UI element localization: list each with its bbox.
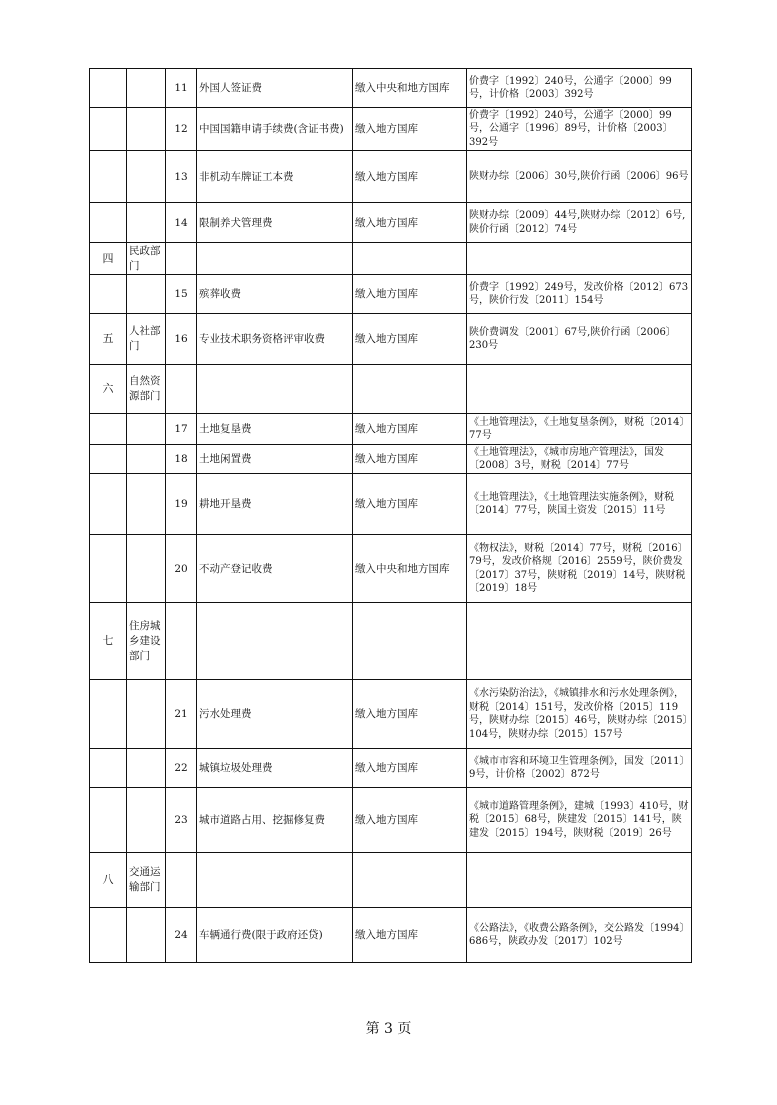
section-number-cell bbox=[90, 414, 127, 445]
section-number-cell bbox=[90, 474, 127, 535]
section-number-cell bbox=[90, 445, 127, 474]
item-number-cell: 17 bbox=[166, 414, 197, 445]
section-number-cell bbox=[90, 680, 127, 749]
item-number-cell bbox=[166, 365, 197, 414]
department-cell bbox=[127, 535, 166, 603]
section-number-cell: 八 bbox=[90, 853, 127, 908]
fee-name-cell: 不动产登记收费 bbox=[197, 535, 353, 603]
fund-destination-cell: 缴入地方国库 bbox=[353, 108, 467, 151]
department-cell bbox=[127, 275, 166, 314]
fee-name-cell: 非机动车牌证工本费 bbox=[197, 151, 353, 203]
policy-basis-cell: 《城市市容和环境卫生管理条例》，国发〔2011〕9号，计价格〔2002〕872号 bbox=[467, 749, 692, 788]
fund-destination-cell: 缴入地方国库 bbox=[353, 749, 467, 788]
fund-destination-cell: 缴入地方国库 bbox=[353, 680, 467, 749]
department-cell: 自然资源部门 bbox=[127, 365, 166, 414]
department-cell bbox=[127, 749, 166, 788]
fund-destination-cell: 缴入地方国库 bbox=[353, 788, 467, 853]
item-number-cell bbox=[166, 243, 197, 275]
table-row bbox=[90, 853, 692, 908]
policy-basis-cell: 陕价费调发〔2001〕67号,陕价行函〔2006〕230号 bbox=[467, 314, 692, 365]
fund-destination-cell: 缴入地方国库 bbox=[353, 275, 467, 314]
department-cell bbox=[127, 203, 166, 243]
policy-basis-cell bbox=[467, 603, 692, 680]
policy-basis-cell: 《土地管理法》，《土地复垦条例》，财税〔2014〕77号 bbox=[467, 414, 692, 445]
fund-destination-cell: 缴入地方国库 bbox=[353, 474, 467, 535]
policy-basis-cell: 《城市道路管理条例》，建城〔1993〕410号，财税〔2015〕68号，陕建发〔2015〕141号，陕建发〔2015〕194号，陕财税〔2019〕26号 bbox=[467, 788, 692, 853]
table-row bbox=[90, 445, 692, 474]
fund-destination-cell bbox=[353, 365, 467, 414]
policy-basis-cell: 《土地管理法》，《城市房地产管理法》，国发〔2008〕3号，财税〔2014〕77号 bbox=[467, 445, 692, 474]
fund-destination-cell: 缴入地方国库 bbox=[353, 414, 467, 445]
fund-destination-cell: 缴入中央和地方国库 bbox=[353, 535, 467, 603]
item-number-cell: 15 bbox=[166, 275, 197, 314]
policy-basis-cell: 价费字〔1992〕240号，公通字〔2000〕99号，公通字〔1996〕89号，计价格〔2003〕392号 bbox=[467, 108, 692, 151]
fee-name-cell: 耕地开垦费 bbox=[197, 474, 353, 535]
section-number-cell bbox=[90, 908, 127, 963]
fee-name-cell: 中国国籍申请手续费(含证书费) bbox=[197, 108, 353, 151]
page-number: 第 3 页 bbox=[365, 1021, 412, 1037]
fee-name-cell bbox=[197, 365, 353, 414]
table-row bbox=[90, 474, 692, 535]
section-number-cell bbox=[90, 275, 127, 314]
table-row bbox=[90, 535, 692, 603]
item-number-cell: 14 bbox=[166, 203, 197, 243]
fund-destination-cell: 缴入地方国库 bbox=[353, 151, 467, 203]
table-row bbox=[90, 414, 692, 445]
item-number-cell: 16 bbox=[166, 314, 197, 365]
policy-basis-cell: 《公路法》，《收费公路条例》，交公路发〔1994〕686号，陕政办发〔2017〕102号 bbox=[467, 908, 692, 963]
department-cell bbox=[127, 474, 166, 535]
fund-destination-cell: 缴入地方国库 bbox=[353, 908, 467, 963]
table-row bbox=[90, 680, 692, 749]
department-cell: 民政部门 bbox=[127, 243, 166, 275]
item-number-cell: 13 bbox=[166, 151, 197, 203]
fee-name-cell bbox=[197, 603, 353, 680]
item-number-cell bbox=[166, 853, 197, 908]
fee-name-cell: 限制养犬管理费 bbox=[197, 203, 353, 243]
department-cell: 人社部门 bbox=[127, 314, 166, 365]
policy-basis-cell: 《水污染防治法》，《城镇排水和污水处理条例》，财税〔2014〕151号，发改价格〔2015〕119号，陕财办综〔2015〕46号，陕财办综〔2015〕104号，陕财办综〔2015〕157号 bbox=[467, 680, 692, 749]
section-number-cell bbox=[90, 108, 127, 151]
fund-destination-cell bbox=[353, 603, 467, 680]
section-number-cell: 七 bbox=[90, 603, 127, 680]
section-number-cell bbox=[90, 203, 127, 243]
department-cell bbox=[127, 108, 166, 151]
policy-basis-cell: 《物权法》，财税〔2014〕77号，财税〔2016〕79号，发改价格规〔2016〕2559号，陕价费发〔2017〕37号，陕财税〔2019〕14号，陕财税〔2019〕18号 bbox=[467, 535, 692, 603]
item-number-cell bbox=[166, 603, 197, 680]
section-number-cell bbox=[90, 535, 127, 603]
table-row bbox=[90, 365, 692, 414]
section-number-cell: 四 bbox=[90, 243, 127, 275]
item-number-cell: 20 bbox=[166, 535, 197, 603]
item-number-cell: 23 bbox=[166, 788, 197, 853]
policy-basis-cell: 陕财办综〔2009〕44号,陕财办综〔2012〕6号,陕价行函〔2012〕74号 bbox=[467, 203, 692, 243]
table-row bbox=[90, 108, 692, 151]
table-row bbox=[90, 749, 692, 788]
fee-name-cell: 城市道路占用、挖掘修复费 bbox=[197, 788, 353, 853]
section-number-cell bbox=[90, 151, 127, 203]
section-number-cell: 六 bbox=[90, 365, 127, 414]
fund-destination-cell: 缴入地方国库 bbox=[353, 314, 467, 365]
table-row bbox=[90, 788, 692, 853]
department-cell bbox=[127, 788, 166, 853]
department-cell bbox=[127, 414, 166, 445]
item-number-cell: 12 bbox=[166, 108, 197, 151]
fee-table bbox=[89, 68, 692, 963]
item-number-cell: 11 bbox=[166, 69, 197, 108]
fund-destination-cell bbox=[353, 853, 467, 908]
fee-table-body bbox=[90, 69, 692, 963]
fee-name-cell: 城镇垃圾处理费 bbox=[197, 749, 353, 788]
policy-basis-cell: 价费字〔1992〕240号，公通字〔2000〕99号，计价格〔2003〕392号 bbox=[467, 69, 692, 108]
table-row bbox=[90, 203, 692, 243]
fee-name-cell: 车辆通行费(限于政府还贷) bbox=[197, 908, 353, 963]
department-cell bbox=[127, 680, 166, 749]
item-number-cell: 18 bbox=[166, 445, 197, 474]
item-number-cell: 22 bbox=[166, 749, 197, 788]
fee-name-cell: 专业技术职务资格评审收费 bbox=[197, 314, 353, 365]
section-number-cell bbox=[90, 788, 127, 853]
table-row bbox=[90, 908, 692, 963]
policy-basis-cell: 《土地管理法》，《土地管理法实施条例》，财税〔2014〕77号，陕国土资发〔2015〕11号 bbox=[467, 474, 692, 535]
item-number-cell: 19 bbox=[166, 474, 197, 535]
section-number-cell: 五 bbox=[90, 314, 127, 365]
department-cell: 交通运输部门 bbox=[127, 853, 166, 908]
fee-name-cell: 殡葬收费 bbox=[197, 275, 353, 314]
fund-destination-cell: 缴入中央和地方国库 bbox=[353, 69, 467, 108]
table-row bbox=[90, 243, 692, 275]
department-cell: 住房城乡建设部门 bbox=[127, 603, 166, 680]
policy-basis-cell: 陕财办综〔2006〕30号,陕价行函〔2006〕96号 bbox=[467, 151, 692, 203]
fee-name-cell bbox=[197, 853, 353, 908]
table-row bbox=[90, 275, 692, 314]
table-row bbox=[90, 151, 692, 203]
fee-name-cell: 土地闲置费 bbox=[197, 445, 353, 474]
table-row bbox=[90, 69, 692, 108]
policy-basis-cell bbox=[467, 365, 692, 414]
fund-destination-cell bbox=[353, 243, 467, 275]
fund-destination-cell: 缴入地方国库 bbox=[353, 445, 467, 474]
fee-name-cell: 土地复垦费 bbox=[197, 414, 353, 445]
table-row bbox=[90, 314, 692, 365]
policy-basis-cell: 价费字〔1992〕249号，发改价格〔2012〕673号，陕价行发〔2011〕154号 bbox=[467, 275, 692, 314]
department-cell bbox=[127, 69, 166, 108]
policy-basis-cell bbox=[467, 853, 692, 908]
item-number-cell: 21 bbox=[166, 680, 197, 749]
fund-destination-cell: 缴入地方国库 bbox=[353, 203, 467, 243]
item-number-cell: 24 bbox=[166, 908, 197, 963]
department-cell bbox=[127, 151, 166, 203]
department-cell bbox=[127, 445, 166, 474]
table-row bbox=[90, 603, 692, 680]
section-number-cell bbox=[90, 749, 127, 788]
section-number-cell bbox=[90, 69, 127, 108]
department-cell bbox=[127, 908, 166, 963]
policy-basis-cell bbox=[467, 243, 692, 275]
fee-name-cell: 污水处理费 bbox=[197, 680, 353, 749]
fee-name-cell: 外国人签证费 bbox=[197, 69, 353, 108]
fee-name-cell bbox=[197, 243, 353, 275]
